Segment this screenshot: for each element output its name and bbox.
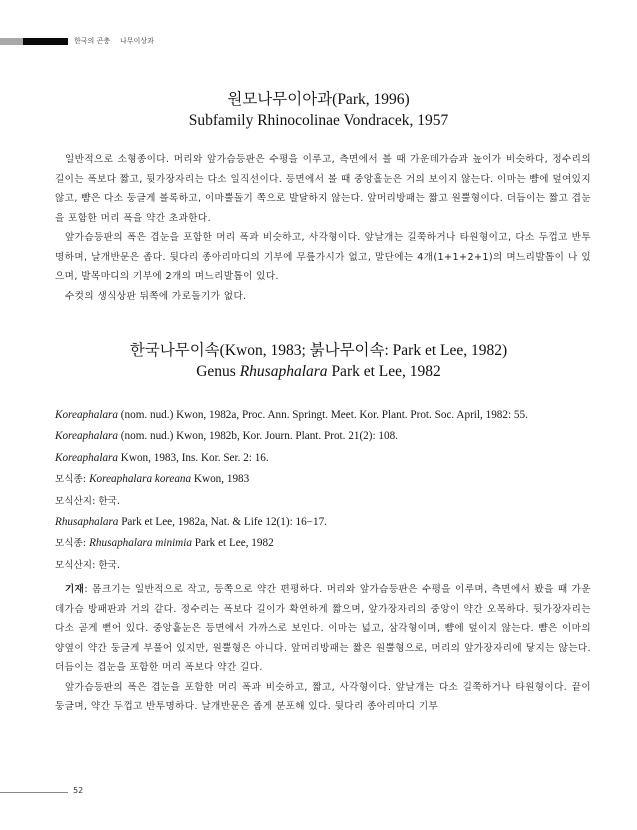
- genus-latin-title: [0, 361, 637, 382]
- type-species: 모식종: Rhusaphalara minimia Park et Lee, 1982: [55, 537, 274, 550]
- header-text: [74, 36, 154, 46]
- running-header: [0, 37, 154, 45]
- paragraph: 수컷의 생식상판 뒤쪽에 가로돌기가 없다.: [65, 290, 247, 302]
- subfamily-korean-title: 원모나무이아과(Park, 1996): [227, 91, 410, 108]
- paragraph: 앞가슴등판의 폭은 겹눈을 포함한 머리 폭과 비슷하고, 짧고, 사각형이다. 앞날개는 다소 길쭉하거나 타원형이다. 끝이 둥글며, 약간 두껍고 반투명하다. 날개반문은 좁게 분포해 있다. 뒷다리 종아리마디 기부: [55, 681, 591, 712]
- book-title: 한국의 곤충: [74, 37, 111, 45]
- genus-heading: [0, 340, 637, 382]
- paragraph: 앞가슴등판의 폭은 겹눈을 포함한 머리 폭과 비슷하고, 사각형이다. 앞날개는 길쭉하거나 타원형이고, 다소 두껍고 반투명하며, 날개반문은 좁다. 뒷다리 종아리마디의 기부에 무릎가시가 없고, 말단에는 4개(1+1+2+1)의 며느리발톱이 나 있으며, 발목마디의 기부에 2개의 며느리발톱이 있다.: [55, 232, 591, 282]
- genus-latin-suffix: Park et Lee, 1982: [327, 363, 441, 380]
- type-species: 모식종: Koreaphalara koreana Kwon, 1983: [55, 473, 250, 486]
- header-bar-gray: [0, 38, 23, 45]
- description-label: 기재: [65, 584, 85, 595]
- genus-latin-prefix: Genus: [196, 363, 240, 380]
- subfamily-description: [55, 150, 591, 306]
- synonymy-item: Koreaphalara Kwon, 1983, Ins. Kor. Ser. 2: 16.: [55, 451, 269, 464]
- synonymy-item: Koreaphalara (nom. nud.) Kwon, 1982a, Proc. Ann. Springt. Meet. Kor. Plant. Prot. Soc. April, 1982: 55.: [55, 409, 528, 421]
- synonymy-item: Rhusaphalara Park et Lee, 1982a, Nat. & Life 12(1): 16−17.: [55, 516, 327, 529]
- footer-rule: [0, 792, 68, 793]
- paragraph: 일반적으로 소형종이다. 머리와 앞가슴등판은 수평을 이루고, 측면에서 볼 때 가운데가슴과 높이가 비슷하다, 정수리의 길이는 폭보다 짧고, 뒷가장자리는 다소 일직선이다. 등면에서 볼 때 중앙홀눈은 거의 보이지 않는다. 이마는 뺨에 덮여있지 않고, 뺨은 다소 둥글게 볼록하고, 이마뿔돌기 쪽으로 발달하지 않는다. 앞머리방패는 짧고 원뿔형이다. 더듬이는 짧고 겹눈을 포함한 머리 폭을 약간 초과한다.: [55, 154, 591, 224]
- genus-latin-name: Rhusaphalara: [239, 363, 328, 380]
- subfamily-heading: [0, 89, 637, 131]
- genus-korean-title: 한국나무이속(Kwon, 1983; 붉나무이속: Park et Lee, 1982): [129, 342, 508, 359]
- section-title: 나무이상과: [120, 37, 154, 45]
- type-locality: 모식산지: 한국.: [55, 559, 120, 571]
- type-locality: 모식산지: 한국.: [55, 495, 120, 507]
- paragraph: 기재: 몸크기는 일반적으로 작고, 등쪽으로 약간 편평하다. 머리와 앞가슴등판은 수평을 이루며, 측면에서 봤을 때 가운데가슴 방패판과 거의 같다. 정수리는 폭보다 길이가 확연하게 짧으며, 앞가장자리의 중앙이 약간 오목하다. 뒷가장자리는 다소 곧게 뻗어 있다. 중앙홑눈은 등면에서 가까스로 보인다. 이마는 넓고, 삼각형이며, 뺨에 덮이지 않는다. 뺨은 이마의 양옆이 약간 둥글게 부풀어 있지만, 원뿔형은 아니다. 앞머리방패는 짧은 원뿔형으로, 머리의 앞가장자리에 닿지는 않는다. 더듬이는 겹눈을 포함한 머리 폭보다 약간 길다.: [55, 584, 591, 673]
- header-bar-black: [23, 38, 68, 45]
- subfamily-latin-title: Subfamily Rhinocolinae Vondracek, 1957: [188, 112, 449, 129]
- synonymy-list: [55, 405, 615, 576]
- genus-description: [55, 580, 591, 717]
- synonymy-item: Koreaphalara (nom. nud.) Kwon, 1982b, Kor. Journ. Plant. Prot. 21(2): 108.: [55, 430, 398, 443]
- page-number: 52: [73, 786, 84, 795]
